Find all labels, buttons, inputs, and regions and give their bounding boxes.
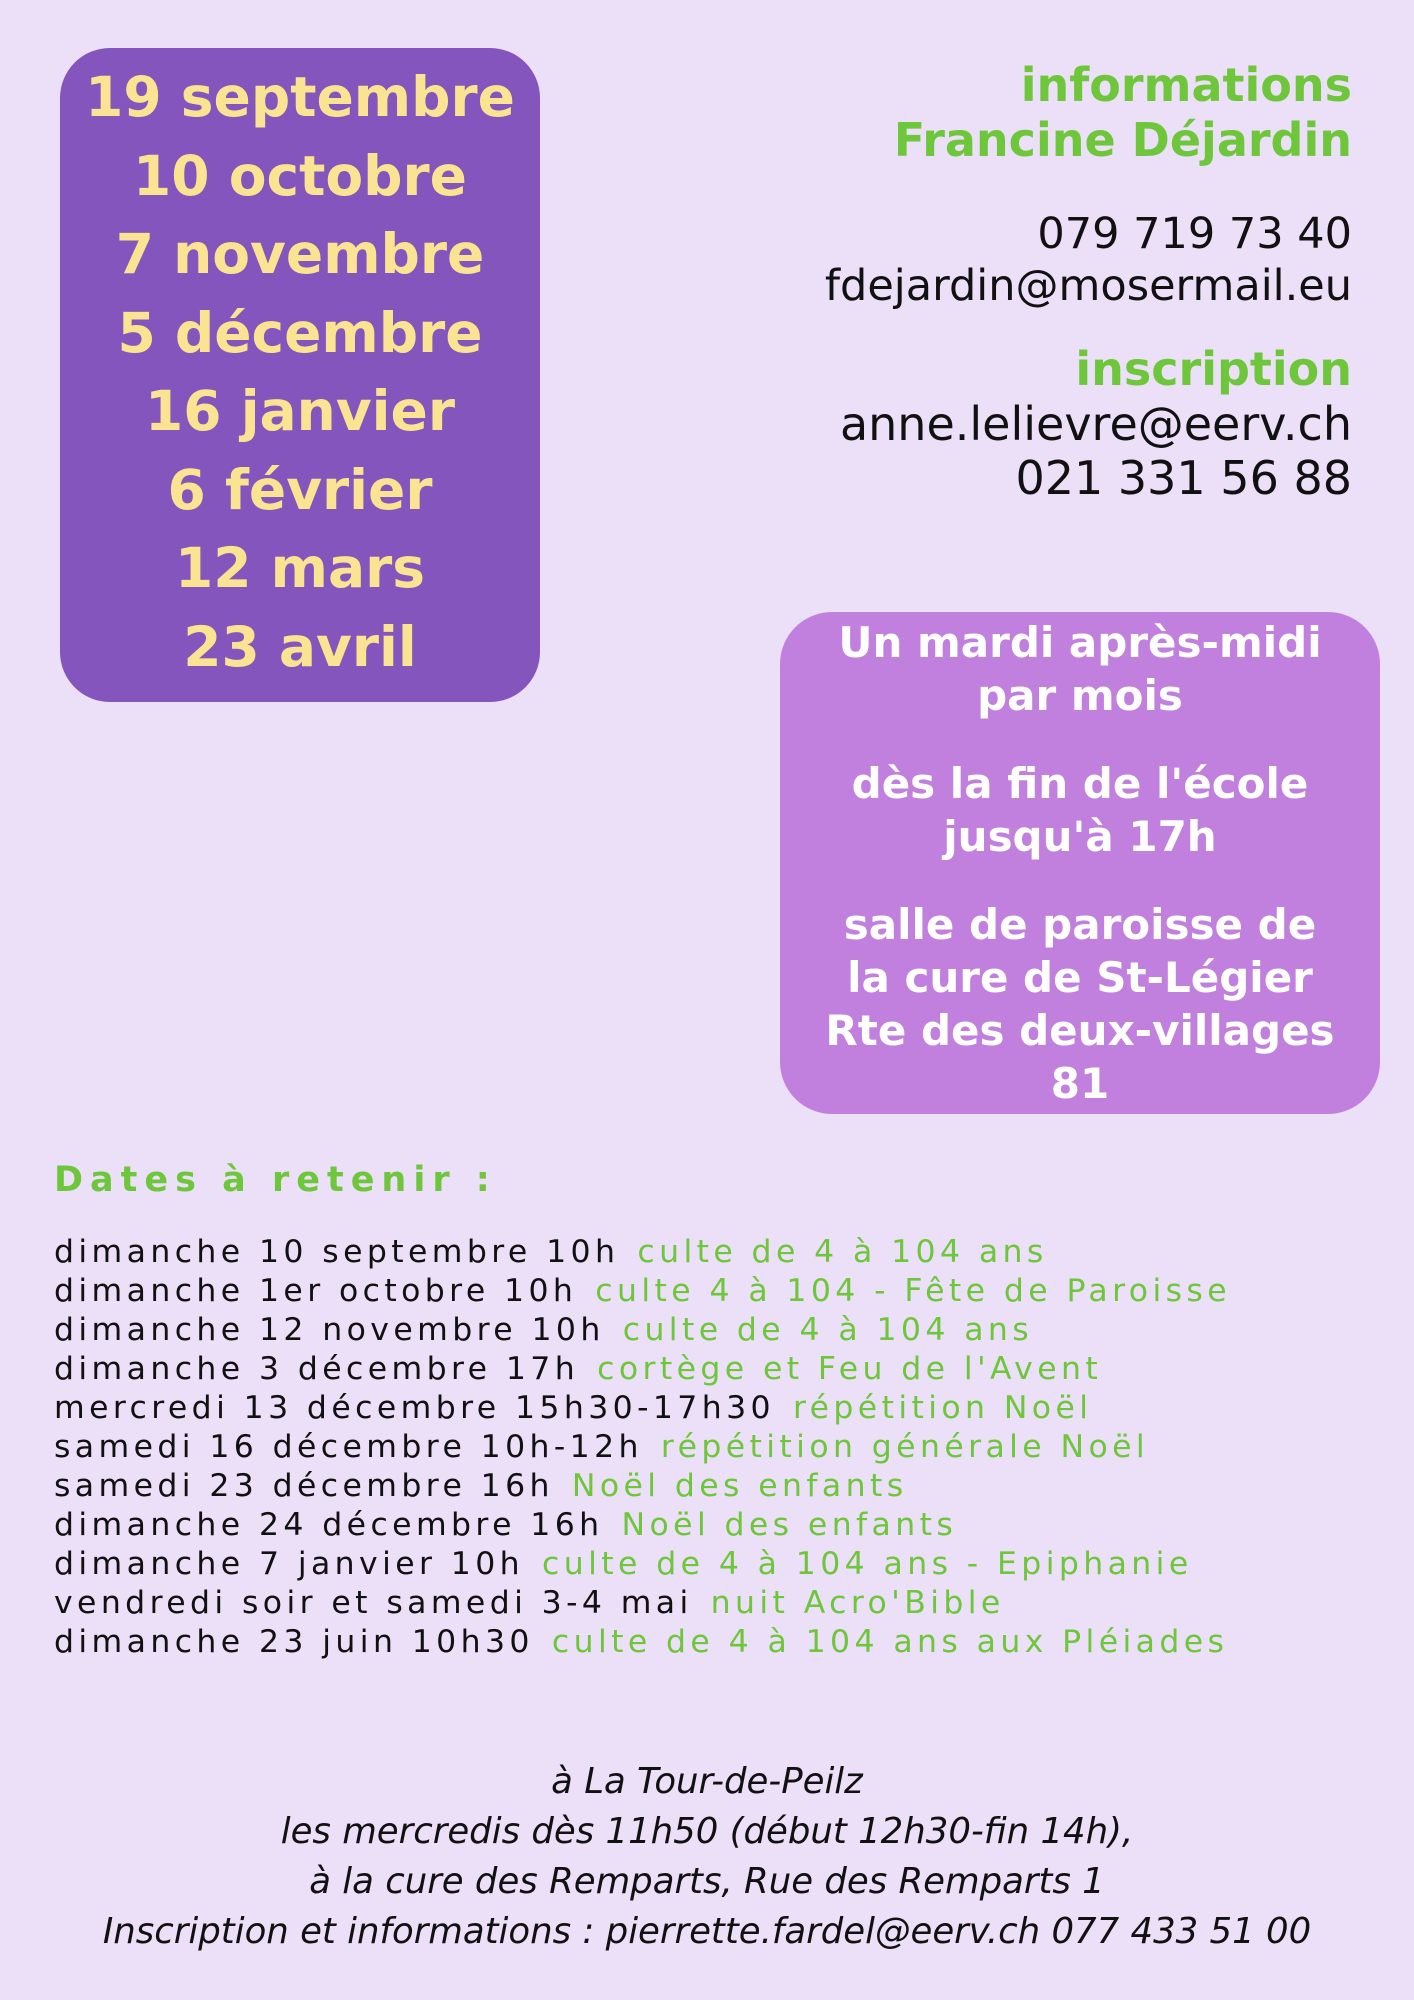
event-when: dimanche 23 juin 10h30 <box>54 1624 534 1660</box>
footer-line: Inscription et informations : pierrette.fardel@eerv.ch 077 433 51 00 <box>102 1911 1312 1952</box>
list-item <box>54 1467 1231 1506</box>
schedule-line: jusqu'à 17h <box>943 812 1217 861</box>
schedule-line: la cure de St-Légier <box>847 953 1313 1002</box>
list-item <box>54 1623 1231 1662</box>
schedule-line: salle de paroisse de <box>843 900 1317 949</box>
event-what: répétition générale Noël <box>660 1429 1150 1465</box>
list-item <box>54 1545 1231 1584</box>
event-what: nuit Acro'Bible <box>710 1585 1005 1621</box>
schedule-line: par mois <box>977 671 1183 720</box>
date-item: 6 février <box>167 457 433 522</box>
event-what: culte 4 à 104 - Fête de Paroisse <box>595 1273 1232 1309</box>
date-item: 19 septembre <box>85 65 515 129</box>
event-when: vendredi soir et samedi 3-4 mai <box>54 1585 693 1621</box>
schedule-box <box>780 612 1380 1114</box>
contact-block <box>652 58 1352 505</box>
schedule-line: Un mardi après-midi <box>838 618 1322 667</box>
event-what: cortège et Feu de l'Avent <box>597 1351 1103 1387</box>
list-item <box>54 1428 1231 1467</box>
date-item: 12 mars <box>175 536 425 600</box>
footer-info <box>0 1757 1414 1957</box>
schedule-location <box>790 898 1370 1110</box>
info-email[interactable]: fdejardin@mosermail.eu <box>824 261 1352 311</box>
events-list <box>54 1233 1231 1662</box>
info-phone: 079 719 73 40 <box>1037 209 1352 259</box>
schedule-frequency <box>838 616 1321 722</box>
footer-line: à La Tour-de-Peilz <box>551 1761 863 1802</box>
date-item: 10 octobre <box>133 143 467 208</box>
info-contact-name: Francine Déjardin <box>893 113 1352 167</box>
event-what: Noël des enfants <box>571 1468 908 1504</box>
event-what: culte de 4 à 104 ans aux Pléiades <box>551 1624 1229 1660</box>
event-when: dimanche 3 décembre 17h <box>54 1351 580 1387</box>
dates-box <box>60 48 540 702</box>
date-item: 5 décembre <box>117 300 483 365</box>
inscription-heading: inscription <box>1075 342 1352 396</box>
inscription-email[interactable]: anne.lelievre@eerv.ch <box>839 397 1352 451</box>
event-what: répétition Noël <box>792 1390 1093 1426</box>
date-item: 7 novembre <box>115 222 485 286</box>
event-what: Noël des enfants <box>621 1507 958 1543</box>
inscription-phone: 021 331 56 88 <box>1015 451 1352 505</box>
list-item <box>54 1506 1231 1545</box>
list-item <box>54 1311 1231 1350</box>
list-item <box>54 1584 1231 1623</box>
list-item <box>54 1389 1231 1428</box>
event-what: culte de 4 à 104 ans <box>622 1312 1034 1348</box>
schedule-line: dès la fin de l'école <box>851 759 1309 808</box>
event-when: dimanche 1er octobre 10h <box>54 1273 578 1309</box>
list-item <box>54 1272 1231 1311</box>
date-item: 16 janvier <box>145 379 455 443</box>
footer-line: à la cure des Remparts, Rue des Remparts 1 <box>309 1861 1105 1902</box>
event-when: dimanche 10 septembre 10h <box>54 1234 620 1270</box>
event-when: samedi 23 décembre 16h <box>54 1468 554 1504</box>
list-item <box>54 1233 1231 1272</box>
schedule-line: Rte des deux-villages 81 <box>825 1006 1335 1108</box>
list-item <box>54 1350 1231 1389</box>
event-when: dimanche 24 décembre 16h <box>54 1507 604 1543</box>
event-when: dimanche 7 janvier 10h <box>54 1546 525 1582</box>
info-heading: informations <box>1020 58 1352 112</box>
event-what: culte de 4 à 104 ans <box>637 1234 1048 1270</box>
footer-line: les mercredis dès 11h50 (début 12h30-fin 14h), <box>280 1811 1134 1852</box>
dates-retenir-title: Dates à retenir : <box>54 1160 497 1200</box>
event-when: mercredi 13 décembre 15h30-17h30 <box>54 1390 775 1426</box>
date-item: 23 avril <box>183 614 417 679</box>
schedule-time <box>852 757 1309 863</box>
event-what: culte de 4 à 104 ans - Epiphanie <box>542 1546 1193 1582</box>
event-when: dimanche 12 novembre 10h <box>54 1312 605 1348</box>
event-when: samedi 16 décembre 10h-12h <box>54 1429 643 1465</box>
